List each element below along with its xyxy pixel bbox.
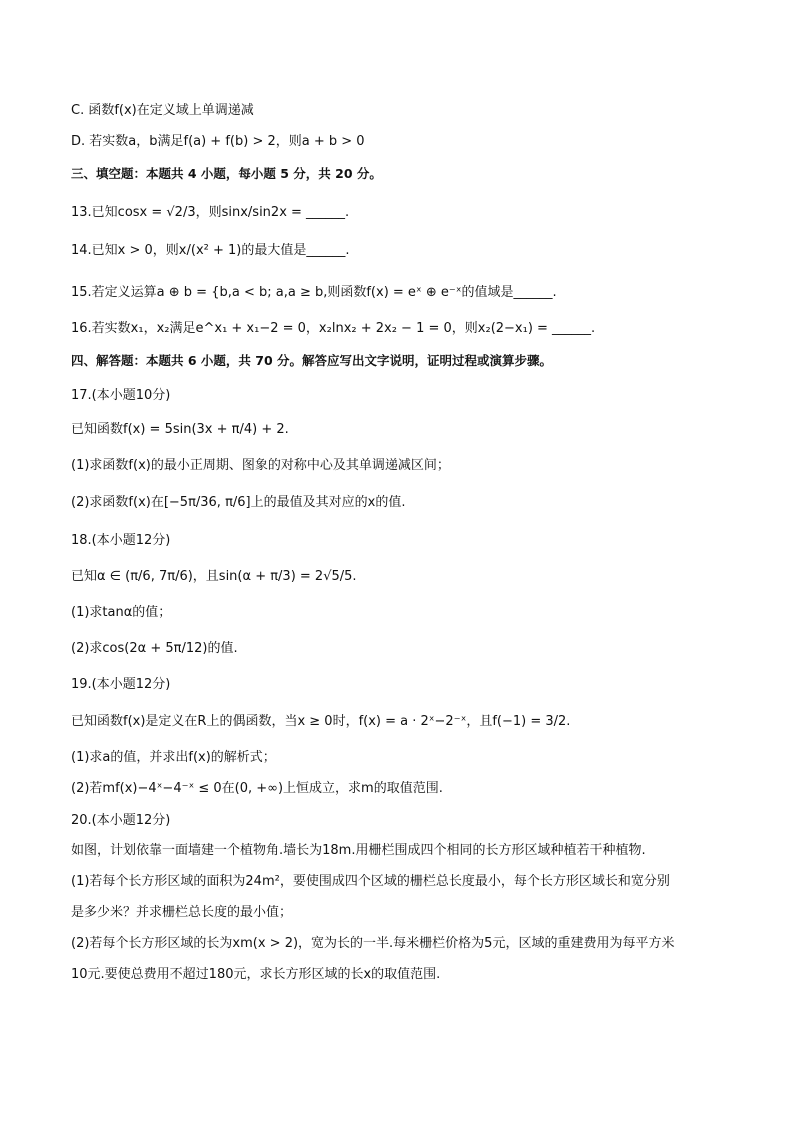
question-20-part-2-line-1: (2)若每个长方形区域的长为xm(x > 2)，宽为长的一半.每米栅栏价格为5元，区域的重建费用为每平方米 <box>71 936 675 951</box>
question-17-part-2: (2)求函数f(x)在[−5π/36, π/6]上的最值及其对应的x的值. <box>71 495 406 510</box>
option-c: C. 函数f(x)在定义域上单调递减 <box>71 103 254 118</box>
question-18-part-2: (2)求cos(2α + 5π/12)的值. <box>71 641 238 656</box>
question-19-part-1: (1)求a的值，并求出f(x)的解析式； <box>71 750 276 765</box>
question-17-stem: 已知函数f(x) = 5sin(3x + π/4) + 2. <box>71 422 289 437</box>
question-18-part-1: (1)求tanα的值； <box>71 605 172 620</box>
question-19-stem: 已知函数f(x)是定义在R上的偶函数，当x ≥ 0时，f(x) = a · 2ˣ−2⁻ˣ，且f(−1) = 3/2. <box>71 714 571 729</box>
question-20-part-2-line-2: 10元.要使总费用不超过180元，求长方形区域的长x的取值范围. <box>71 967 441 982</box>
question-14: 14.已知x > 0，则x/(x² + 1)的最大值是______. <box>71 243 350 258</box>
option-d: D. 若实数a，b满足f(a) + f(b) > 2，则a + b > 0 <box>71 134 365 149</box>
question-17-part-1: (1)求函数f(x)的最小正周期、图象的对称中心及其单调递减区间； <box>71 458 450 473</box>
question-19-header: 19.(本小题12分) <box>71 677 171 692</box>
question-15: 15.若定义运算a ⊕ b = {b,a < b; a,a ≥ b,则函数f(x) = eˣ ⊕ e⁻ˣ的值域是______. <box>71 285 557 300</box>
question-18-stem: 已知α ∈ (π/6, 7π/6)，且sin(α + π/3) = 2√5/5. <box>71 569 357 584</box>
section-three-heading: 三、填空题：本题共 4 小题，每小题 5 分，共 20 分。 <box>71 166 382 181</box>
question-20-part-1-line-2: 是多少米？并求栅栏总长度的最小值； <box>71 905 293 920</box>
question-20-stem: 如图，计划依靠一面墙建一个植物角.墙长为18m.用栅栏围成四个相同的长方形区域种植若干种植物. <box>71 843 646 858</box>
question-16: 16.若实数x₁，x₂满足e^x₁ + x₁−2 = 0，x₂lnx₂ + 2x₂ − 1 = 0，则x₂(2−x₁) = ______. <box>71 321 596 336</box>
question-17-header: 17.(本小题10分) <box>71 388 171 403</box>
question-13: 13.已知cosx = √2/3，则sinx/sin2x = ______. <box>71 205 350 220</box>
question-20-header: 20.(本小题12分) <box>71 813 171 828</box>
question-20-part-1-line-1: (1)若每个长方形区域的面积为24m²，要使围成四个区域的栅栏总长度最小，每个长方形区域长和宽分别 <box>71 874 670 889</box>
question-19-part-2: (2)若mf(x)−4ˣ−4⁻ˣ ≤ 0在(0, +∞)上恒成立，求m的取值范围. <box>71 781 443 796</box>
question-18-header: 18.(本小题12分) <box>71 533 171 548</box>
section-four-heading: 四、解答题：本题共 6 小题，共 70 分。解答应写出文字说明，证明过程或演算步骤。 <box>71 353 553 368</box>
